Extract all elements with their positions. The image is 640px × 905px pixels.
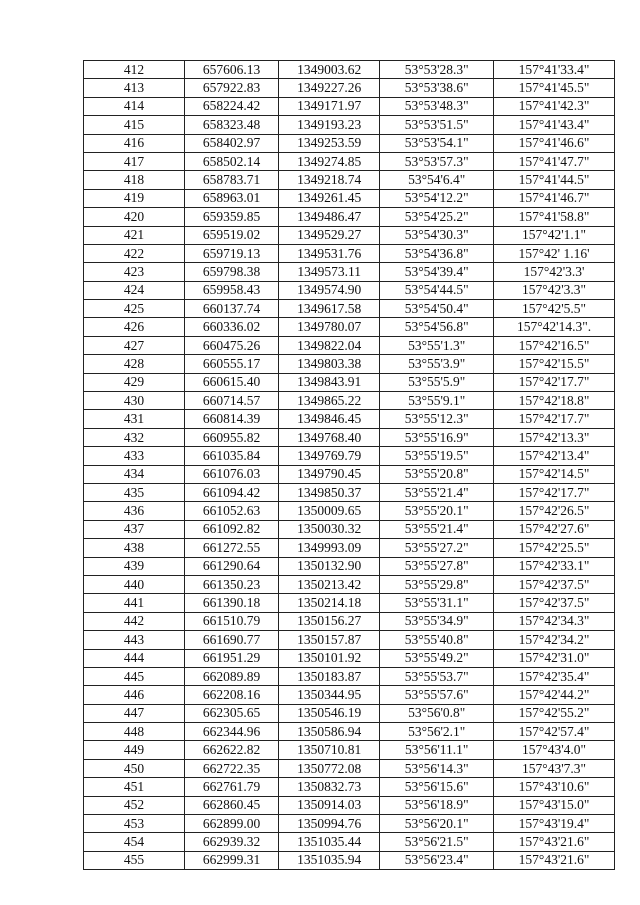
coordinates-table-body	[84, 61, 615, 870]
table-row	[84, 189, 615, 207]
coordinates-table	[83, 60, 615, 870]
latitude-cell: 53°55'20.1"	[380, 502, 494, 520]
table-row	[84, 392, 615, 410]
x-coordinate-cell: 657606.13	[185, 61, 279, 79]
x-coordinate-cell: 660336.02	[185, 318, 279, 336]
table-row	[84, 833, 615, 851]
y-coordinate-cell: 1349218.74	[279, 171, 380, 189]
point-number-cell: 425	[84, 300, 185, 318]
latitude-cell: 53°53'57.3"	[380, 152, 494, 170]
longitude-cell: 157°41'42.3"	[494, 97, 615, 115]
point-number-cell: 412	[84, 61, 185, 79]
point-number-cell: 444	[84, 649, 185, 667]
y-coordinate-cell: 1350546.19	[279, 704, 380, 722]
latitude-cell: 53°56'20.1"	[380, 815, 494, 833]
latitude-cell: 53°55'5.9"	[380, 373, 494, 391]
point-number-cell: 443	[84, 631, 185, 649]
longitude-cell: 157°42'31.0"	[494, 649, 615, 667]
x-coordinate-cell: 662860.45	[185, 796, 279, 814]
latitude-cell: 53°56'14.3"	[380, 759, 494, 777]
longitude-cell: 157°41'58.8"	[494, 208, 615, 226]
x-coordinate-cell: 660955.82	[185, 428, 279, 446]
latitude-cell: 53°55'21.4"	[380, 483, 494, 501]
y-coordinate-cell: 1350832.73	[279, 778, 380, 796]
x-coordinate-cell: 660555.17	[185, 355, 279, 373]
latitude-cell: 53°55'19.5"	[380, 447, 494, 465]
longitude-cell: 157°42'1.1"	[494, 226, 615, 244]
table-row	[84, 318, 615, 336]
longitude-cell: 157°42'3.3"	[494, 281, 615, 299]
table-row	[84, 686, 615, 704]
longitude-cell: 157°41'46.7"	[494, 189, 615, 207]
longitude-cell: 157°42'3.3'	[494, 263, 615, 281]
point-number-cell: 439	[84, 557, 185, 575]
point-number-cell: 441	[84, 594, 185, 612]
latitude-cell: 53°54'12.2"	[380, 189, 494, 207]
x-coordinate-cell: 662999.31	[185, 851, 279, 869]
point-number-cell: 436	[84, 502, 185, 520]
table-row	[84, 373, 615, 391]
table-row	[84, 263, 615, 281]
latitude-cell: 53°54'44.5"	[380, 281, 494, 299]
table-row	[84, 667, 615, 685]
table-row	[84, 355, 615, 373]
y-coordinate-cell: 1349486.47	[279, 208, 380, 226]
x-coordinate-cell: 662208.16	[185, 686, 279, 704]
latitude-cell: 53°54'30.3"	[380, 226, 494, 244]
longitude-cell: 157°41'44.5"	[494, 171, 615, 189]
table-row	[84, 704, 615, 722]
table-row	[84, 281, 615, 299]
longitude-cell: 157°41'43.4"	[494, 116, 615, 134]
latitude-cell: 53°53'38.6"	[380, 79, 494, 97]
longitude-cell: 157°42'17.7"	[494, 483, 615, 501]
y-coordinate-cell: 1350214.18	[279, 594, 380, 612]
point-number-cell: 442	[84, 612, 185, 630]
point-number-cell: 426	[84, 318, 185, 336]
point-number-cell: 423	[84, 263, 185, 281]
y-coordinate-cell: 1350772.08	[279, 759, 380, 777]
x-coordinate-cell: 657922.83	[185, 79, 279, 97]
table-row	[84, 152, 615, 170]
x-coordinate-cell: 660714.57	[185, 392, 279, 410]
longitude-cell: 157°42'17.7"	[494, 410, 615, 428]
y-coordinate-cell: 1349865.22	[279, 392, 380, 410]
y-coordinate-cell: 1350344.95	[279, 686, 380, 704]
longitude-cell: 157°42'13.3"	[494, 428, 615, 446]
latitude-cell: 53°56'15.6"	[380, 778, 494, 796]
longitude-cell: 157°43'19.4"	[494, 815, 615, 833]
x-coordinate-cell: 661350.23	[185, 575, 279, 593]
x-coordinate-cell: 661094.42	[185, 483, 279, 501]
longitude-cell: 157°42'15.5"	[494, 355, 615, 373]
table-row	[84, 447, 615, 465]
table-row	[84, 244, 615, 262]
longitude-cell: 157°42'33.1"	[494, 557, 615, 575]
latitude-cell: 53°55'31.1"	[380, 594, 494, 612]
point-number-cell: 448	[84, 723, 185, 741]
table-row	[84, 539, 615, 557]
x-coordinate-cell: 660814.39	[185, 410, 279, 428]
x-coordinate-cell: 658963.01	[185, 189, 279, 207]
y-coordinate-cell: 1349171.97	[279, 97, 380, 115]
latitude-cell: 53°55'40.8"	[380, 631, 494, 649]
point-number-cell: 420	[84, 208, 185, 226]
x-coordinate-cell: 662761.79	[185, 778, 279, 796]
latitude-cell: 53°56'21.5"	[380, 833, 494, 851]
longitude-cell: 157°43'21.6"	[494, 851, 615, 869]
longitude-cell: 157°42'26.5"	[494, 502, 615, 520]
point-number-cell: 413	[84, 79, 185, 97]
longitude-cell: 157°42'44.2"	[494, 686, 615, 704]
latitude-cell: 53°55'49.2"	[380, 649, 494, 667]
longitude-cell: 157°41'45.5"	[494, 79, 615, 97]
y-coordinate-cell: 1350213.42	[279, 575, 380, 593]
point-number-cell: 414	[84, 97, 185, 115]
latitude-cell: 53°55'1.3"	[380, 336, 494, 354]
table-row	[84, 741, 615, 759]
y-coordinate-cell: 1349227.26	[279, 79, 380, 97]
y-coordinate-cell: 1349768.40	[279, 428, 380, 446]
longitude-cell: 157°42'37.5"	[494, 594, 615, 612]
latitude-cell: 53°56'11.1"	[380, 741, 494, 759]
latitude-cell: 53°54'50.4"	[380, 300, 494, 318]
x-coordinate-cell: 659798.38	[185, 263, 279, 281]
latitude-cell: 53°55'16.9"	[380, 428, 494, 446]
longitude-cell: 157°42'57.4"	[494, 723, 615, 741]
point-number-cell: 438	[84, 539, 185, 557]
x-coordinate-cell: 661510.79	[185, 612, 279, 630]
longitude-cell: 157°41'47.7"	[494, 152, 615, 170]
x-coordinate-cell: 658402.97	[185, 134, 279, 152]
table-row	[84, 336, 615, 354]
longitude-cell: 157°43'7.3"	[494, 759, 615, 777]
table-row	[84, 631, 615, 649]
x-coordinate-cell: 659359.85	[185, 208, 279, 226]
latitude-cell: 53°53'51.5"	[380, 116, 494, 134]
y-coordinate-cell: 1350710.81	[279, 741, 380, 759]
table-row	[84, 483, 615, 501]
point-number-cell: 453	[84, 815, 185, 833]
x-coordinate-cell: 659519.02	[185, 226, 279, 244]
y-coordinate-cell: 1349529.27	[279, 226, 380, 244]
table-row	[84, 612, 615, 630]
y-coordinate-cell: 1351035.44	[279, 833, 380, 851]
y-coordinate-cell: 1349274.85	[279, 152, 380, 170]
latitude-cell: 53°55'12.3"	[380, 410, 494, 428]
point-number-cell: 447	[84, 704, 185, 722]
longitude-cell: 157°42'14.5"	[494, 465, 615, 483]
longitude-cell: 157°42'18.8"	[494, 392, 615, 410]
x-coordinate-cell: 661290.64	[185, 557, 279, 575]
point-number-cell: 432	[84, 428, 185, 446]
table-row	[84, 520, 615, 538]
latitude-cell: 53°56'23.4"	[380, 851, 494, 869]
longitude-cell: 157°42'17.7"	[494, 373, 615, 391]
table-row	[84, 171, 615, 189]
point-number-cell: 416	[84, 134, 185, 152]
x-coordinate-cell: 658502.14	[185, 152, 279, 170]
x-coordinate-cell: 659719.13	[185, 244, 279, 262]
x-coordinate-cell: 661272.55	[185, 539, 279, 557]
y-coordinate-cell: 1349261.45	[279, 189, 380, 207]
y-coordinate-cell: 1350914.03	[279, 796, 380, 814]
point-number-cell: 435	[84, 483, 185, 501]
longitude-cell: 157°43'15.0"	[494, 796, 615, 814]
point-number-cell: 430	[84, 392, 185, 410]
x-coordinate-cell: 662722.35	[185, 759, 279, 777]
y-coordinate-cell: 1349573.11	[279, 263, 380, 281]
longitude-cell: 157°43'21.6"	[494, 833, 615, 851]
latitude-cell: 53°55'3.9"	[380, 355, 494, 373]
longitude-cell: 157°42'27.6"	[494, 520, 615, 538]
x-coordinate-cell: 662622.82	[185, 741, 279, 759]
latitude-cell: 53°55'53.7"	[380, 667, 494, 685]
y-coordinate-cell: 1349003.62	[279, 61, 380, 79]
point-number-cell: 450	[84, 759, 185, 777]
point-number-cell: 421	[84, 226, 185, 244]
x-coordinate-cell: 661690.77	[185, 631, 279, 649]
point-number-cell: 454	[84, 833, 185, 851]
y-coordinate-cell: 1350030.32	[279, 520, 380, 538]
x-coordinate-cell: 658224.42	[185, 97, 279, 115]
table-row	[84, 134, 615, 152]
x-coordinate-cell: 661092.82	[185, 520, 279, 538]
latitude-cell: 53°54'6.4"	[380, 171, 494, 189]
longitude-cell: 157°42'13.4"	[494, 447, 615, 465]
table-row	[84, 61, 615, 79]
longitude-cell: 157°43'4.0"	[494, 741, 615, 759]
point-number-cell: 445	[84, 667, 185, 685]
x-coordinate-cell: 658783.71	[185, 171, 279, 189]
table-row	[84, 851, 615, 869]
point-number-cell: 428	[84, 355, 185, 373]
y-coordinate-cell: 1349803.38	[279, 355, 380, 373]
table-row	[84, 778, 615, 796]
y-coordinate-cell: 1349253.59	[279, 134, 380, 152]
x-coordinate-cell: 662089.89	[185, 667, 279, 685]
point-number-cell: 434	[84, 465, 185, 483]
point-number-cell: 418	[84, 171, 185, 189]
table-row	[84, 649, 615, 667]
latitude-cell: 53°55'21.4"	[380, 520, 494, 538]
y-coordinate-cell: 1350132.90	[279, 557, 380, 575]
point-number-cell: 452	[84, 796, 185, 814]
x-coordinate-cell: 662344.96	[185, 723, 279, 741]
point-number-cell: 433	[84, 447, 185, 465]
latitude-cell: 53°55'29.8"	[380, 575, 494, 593]
x-coordinate-cell: 662305.65	[185, 704, 279, 722]
y-coordinate-cell: 1350183.87	[279, 667, 380, 685]
table-row	[84, 410, 615, 428]
point-number-cell: 437	[84, 520, 185, 538]
longitude-cell: 157°41'46.6"	[494, 134, 615, 152]
point-number-cell: 419	[84, 189, 185, 207]
point-number-cell: 417	[84, 152, 185, 170]
table-row	[84, 723, 615, 741]
table-row	[84, 759, 615, 777]
table-row	[84, 575, 615, 593]
latitude-cell: 53°53'54.1"	[380, 134, 494, 152]
longitude-cell: 157°42'37.5"	[494, 575, 615, 593]
latitude-cell: 53°54'56.8"	[380, 318, 494, 336]
y-coordinate-cell: 1350009.65	[279, 502, 380, 520]
latitude-cell: 53°55'9.1"	[380, 392, 494, 410]
table-row	[84, 796, 615, 814]
table-row	[84, 208, 615, 226]
point-number-cell: 449	[84, 741, 185, 759]
point-number-cell: 424	[84, 281, 185, 299]
longitude-cell: 157°42'35.4"	[494, 667, 615, 685]
table-row	[84, 428, 615, 446]
latitude-cell: 53°55'27.8"	[380, 557, 494, 575]
x-coordinate-cell: 658323.48	[185, 116, 279, 134]
longitude-cell: 157°42'5.5"	[494, 300, 615, 318]
table-row	[84, 502, 615, 520]
latitude-cell: 53°53'48.3"	[380, 97, 494, 115]
longitude-cell: 157°42'34.2"	[494, 631, 615, 649]
latitude-cell: 53°56'2.1"	[380, 723, 494, 741]
x-coordinate-cell: 662899.00	[185, 815, 279, 833]
x-coordinate-cell: 661052.63	[185, 502, 279, 520]
x-coordinate-cell: 660475.26	[185, 336, 279, 354]
table-row	[84, 79, 615, 97]
x-coordinate-cell: 661951.29	[185, 649, 279, 667]
point-number-cell: 427	[84, 336, 185, 354]
table-row	[84, 465, 615, 483]
latitude-cell: 53°55'27.2"	[380, 539, 494, 557]
x-coordinate-cell: 660137.74	[185, 300, 279, 318]
latitude-cell: 53°54'25.2"	[380, 208, 494, 226]
y-coordinate-cell: 1350994.76	[279, 815, 380, 833]
y-coordinate-cell: 1349790.45	[279, 465, 380, 483]
x-coordinate-cell: 662939.32	[185, 833, 279, 851]
x-coordinate-cell: 660615.40	[185, 373, 279, 391]
y-coordinate-cell: 1350157.87	[279, 631, 380, 649]
longitude-cell: 157°42'55.2"	[494, 704, 615, 722]
table-row	[84, 300, 615, 318]
longitude-cell: 157°42'25.5"	[494, 539, 615, 557]
y-coordinate-cell: 1349769.79	[279, 447, 380, 465]
table-row	[84, 116, 615, 134]
longitude-cell: 157°42'14.3".	[494, 318, 615, 336]
y-coordinate-cell: 1350101.92	[279, 649, 380, 667]
point-number-cell: 446	[84, 686, 185, 704]
y-coordinate-cell: 1349531.76	[279, 244, 380, 262]
longitude-cell: 157°43'10.6"	[494, 778, 615, 796]
point-number-cell: 415	[84, 116, 185, 134]
table-row	[84, 594, 615, 612]
y-coordinate-cell: 1351035.94	[279, 851, 380, 869]
point-number-cell: 431	[84, 410, 185, 428]
x-coordinate-cell: 659958.43	[185, 281, 279, 299]
latitude-cell: 53°55'34.9"	[380, 612, 494, 630]
table-row	[84, 97, 615, 115]
latitude-cell: 53°55'20.8"	[380, 465, 494, 483]
latitude-cell: 53°56'0.8"	[380, 704, 494, 722]
longitude-cell: 157°41'33.4"	[494, 61, 615, 79]
y-coordinate-cell: 1349617.58	[279, 300, 380, 318]
y-coordinate-cell: 1349993.09	[279, 539, 380, 557]
y-coordinate-cell: 1350156.27	[279, 612, 380, 630]
latitude-cell: 53°54'39.4"	[380, 263, 494, 281]
y-coordinate-cell: 1349846.45	[279, 410, 380, 428]
table-row	[84, 557, 615, 575]
x-coordinate-cell: 661390.18	[185, 594, 279, 612]
x-coordinate-cell: 661035.84	[185, 447, 279, 465]
longitude-cell: 157°42'34.3"	[494, 612, 615, 630]
point-number-cell: 455	[84, 851, 185, 869]
longitude-cell: 157°42'16.5"	[494, 336, 615, 354]
latitude-cell: 53°56'18.9"	[380, 796, 494, 814]
latitude-cell: 53°55'57.6"	[380, 686, 494, 704]
table-row	[84, 815, 615, 833]
y-coordinate-cell: 1349850.37	[279, 483, 380, 501]
point-number-cell: 422	[84, 244, 185, 262]
point-number-cell: 440	[84, 575, 185, 593]
latitude-cell: 53°54'36.8"	[380, 244, 494, 262]
table-row	[84, 226, 615, 244]
y-coordinate-cell: 1349780.07	[279, 318, 380, 336]
latitude-cell: 53°53'28.3"	[380, 61, 494, 79]
point-number-cell: 429	[84, 373, 185, 391]
y-coordinate-cell: 1349843.91	[279, 373, 380, 391]
y-coordinate-cell: 1349822.04	[279, 336, 380, 354]
longitude-cell: 157°42' 1.16'	[494, 244, 615, 262]
y-coordinate-cell: 1349193.23	[279, 116, 380, 134]
y-coordinate-cell: 1350586.94	[279, 723, 380, 741]
x-coordinate-cell: 661076.03	[185, 465, 279, 483]
y-coordinate-cell: 1349574.90	[279, 281, 380, 299]
point-number-cell: 451	[84, 778, 185, 796]
